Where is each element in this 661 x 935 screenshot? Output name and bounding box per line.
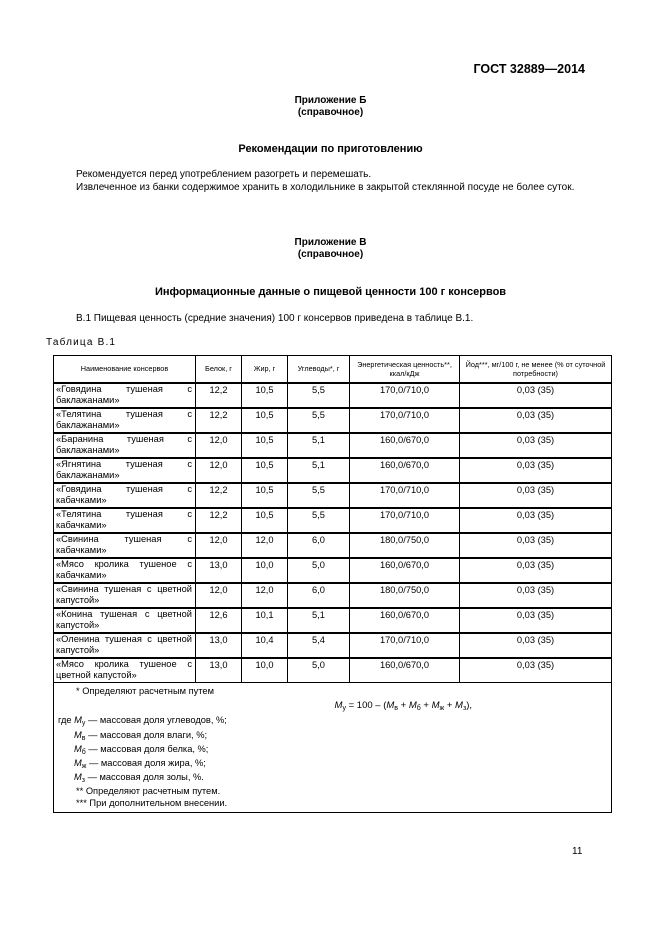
cell-energy: 170,0/710,0 (350, 483, 460, 508)
cell-fat: 10,5 (242, 458, 288, 483)
definition-text: — массовая доля жира, %; (89, 758, 206, 769)
cell-iodine: 0,03 (35) (460, 558, 612, 583)
cell-carbs: 5,5 (288, 383, 350, 408)
table-notes-row (54, 683, 612, 813)
definition-text: — массовая доля золы, %. (87, 772, 204, 783)
cell-iodine: 0,03 (35) (460, 408, 612, 433)
cell-carbs: 6,0 (288, 583, 350, 608)
cell-name: «Говядина тушеная с баклажанами» (54, 383, 196, 408)
cell-protein: 12,0 (196, 533, 242, 558)
appendix-v-subtitle: (справочное) (297, 249, 364, 260)
cell-fat: 10,1 (242, 608, 288, 633)
cell-carbs: 5,5 (288, 483, 350, 508)
table-row (54, 408, 612, 433)
cell-protein: 13,0 (196, 633, 242, 658)
appendix-b-heading: Рекомендации по приготовлению (238, 143, 423, 155)
where-prefix: где (58, 715, 72, 726)
definition-line (58, 758, 607, 772)
cell-name: «Оленина тушеная с цветной капустой» (54, 633, 196, 658)
table-row (54, 483, 612, 508)
cell-protein: 12,0 (196, 458, 242, 483)
paragraph: Рекомендуется перед употреблением разогреть и перемешать. (76, 169, 372, 180)
table-row (54, 533, 612, 558)
standard-id: ГОСТ 32889—2014 (473, 62, 585, 76)
cell-iodine: 0,03 (35) (460, 533, 612, 558)
formula: $M_у = 100 - (M_в + M_б + M_ж + M_з)$, (334, 700, 472, 713)
cell-iodine: 0,03 (35) (460, 383, 612, 408)
cell-protein: 12,2 (196, 383, 242, 408)
nutrition-table (53, 355, 612, 813)
symbol-subscript: ж (81, 763, 87, 771)
note-1: * Определяют расчетным путем (76, 686, 214, 696)
column-header: Углеводы*, г (288, 356, 350, 384)
definition-text: — массовая доля углеводов, %; (88, 715, 227, 726)
definition-line (58, 744, 607, 758)
definition-text: — массовая доля белка, %; (88, 743, 209, 754)
symbol-subscript: з (81, 777, 85, 785)
table-intro: В.1 Пищевая ценность (средние значения) 100 г консервов приведена в таблице В.1. (76, 313, 474, 324)
cell-iodine: 0,03 (35) (460, 583, 612, 608)
symbol: M (74, 758, 82, 769)
symbol-subscript: у (81, 720, 86, 728)
table-row (54, 608, 612, 633)
table-row (54, 458, 612, 483)
table-row (54, 583, 612, 608)
cell-fat: 10,5 (242, 483, 288, 508)
symbol-subscript: б (81, 748, 86, 756)
cell-name: «Ягнятина тушеная с баклажанами» (54, 458, 196, 483)
table-header-row (54, 356, 612, 384)
table-row (54, 508, 612, 533)
table-label: Таблица В.1 (46, 337, 117, 348)
cell-carbs: 5,0 (288, 558, 350, 583)
symbol: M (74, 772, 82, 783)
cell-energy: 170,0/710,0 (350, 383, 460, 408)
symbol: M (74, 743, 82, 754)
cell-protein: 13,0 (196, 658, 242, 683)
cell-energy: 160,0/670,0 (350, 458, 460, 483)
cell-energy: 180,0/750,0 (350, 583, 460, 608)
cell-protein: 12,2 (196, 408, 242, 433)
note-3: *** При дополнительном внесении. (76, 797, 228, 808)
cell-name: «Свинина тушеная с кабачками» (54, 533, 196, 558)
cell-fat: 10,5 (242, 508, 288, 533)
cell-fat: 10,5 (242, 408, 288, 433)
cell-energy: 160,0/670,0 (350, 658, 460, 683)
cell-energy: 160,0/670,0 (350, 433, 460, 458)
cell-name: «Телятина тушеная с кабачками» (54, 508, 196, 533)
page-number: 11 (572, 846, 583, 857)
cell-carbs: 5,1 (288, 608, 350, 633)
cell-protein: 12,2 (196, 508, 242, 533)
cell-fat: 12,0 (242, 583, 288, 608)
cell-energy: 160,0/670,0 (350, 608, 460, 633)
cell-carbs: 5,1 (288, 433, 350, 458)
table-row (54, 558, 612, 583)
appendix-b-subtitle: (справочное) (297, 107, 364, 118)
table-row (54, 433, 612, 458)
cell-fat: 10,5 (242, 433, 288, 458)
cell-fat: 12,0 (242, 533, 288, 558)
appendix-v-heading: Информационные данные о пищевой ценности 100 г консервов (154, 286, 507, 298)
column-header: Йод***, мг/100 г, не менее (% от суточной потребности) (460, 356, 612, 384)
column-header: Белок, г (196, 356, 242, 384)
cell-carbs: 6,0 (288, 533, 350, 558)
cell-protein: 12,2 (196, 483, 242, 508)
cell-fat: 10,0 (242, 658, 288, 683)
cell-protein: 12,0 (196, 583, 242, 608)
cell-energy: 170,0/710,0 (350, 633, 460, 658)
cell-energy: 170,0/710,0 (350, 508, 460, 533)
cell-carbs: 5,5 (288, 508, 350, 533)
cell-name: «Мясо кролика тушеное с цветной капустой» (54, 658, 196, 683)
column-header: Энергетическая ценность**, ккал/кДж (350, 356, 460, 384)
cell-iodine: 0,03 (35) (460, 508, 612, 533)
definition-text: — массовая доля влаги, %; (88, 729, 208, 740)
cell-iodine: 0,03 (35) (460, 658, 612, 683)
table-row (54, 633, 612, 658)
symbol: M (74, 729, 82, 740)
table-notes (54, 683, 612, 813)
cell-fat: 10,0 (242, 558, 288, 583)
cell-carbs: 5,0 (288, 658, 350, 683)
symbol-subscript: в (81, 734, 86, 742)
table-row (54, 658, 612, 683)
appendix-b-title: Приложение Б (294, 95, 367, 106)
cell-carbs: 5,5 (288, 408, 350, 433)
cell-iodine: 0,03 (35) (460, 608, 612, 633)
cell-energy: 180,0/750,0 (350, 533, 460, 558)
paragraph: Извлеченное из банки содержимое хранить в холодильнике в закрытой стеклянной посуде не более суток. (76, 182, 575, 193)
cell-fat: 10,4 (242, 633, 288, 658)
cell-protein: 13,0 (196, 558, 242, 583)
definition-line (58, 730, 607, 744)
cell-fat: 10,5 (242, 383, 288, 408)
symbol: M (74, 715, 82, 726)
cell-name: «Свинина тушеная с цветной капустой» (54, 583, 196, 608)
cell-name: «Конина тушеная с цветной капустой» (54, 608, 196, 633)
definition-line (58, 715, 607, 729)
cell-energy: 160,0/670,0 (350, 558, 460, 583)
note-2: ** Определяют расчетным путем. (76, 786, 221, 797)
column-header: Наименование консервов (54, 356, 196, 384)
cell-iodine: 0,03 (35) (460, 433, 612, 458)
table-row (54, 383, 612, 408)
definitions (58, 715, 607, 786)
cell-protein: 12,0 (196, 433, 242, 458)
cell-protein: 12,6 (196, 608, 242, 633)
cell-iodine: 0,03 (35) (460, 483, 612, 508)
column-header: Жир, г (242, 356, 288, 384)
appendix-v-title: Приложение В (294, 237, 367, 248)
cell-carbs: 5,4 (288, 633, 350, 658)
cell-iodine: 0,03 (35) (460, 458, 612, 483)
cell-carbs: 5,1 (288, 458, 350, 483)
definition-line (58, 772, 607, 786)
cell-name: «Баранина тушеная с баклажанами» (54, 433, 196, 458)
cell-energy: 170,0/710,0 (350, 408, 460, 433)
cell-iodine: 0,03 (35) (460, 633, 612, 658)
cell-name: «Телятина тушеная с баклажанами» (54, 408, 196, 433)
cell-name: «Мясо кролика тушеное с кабачками» (54, 558, 196, 583)
cell-name: «Говядина тушеная с кабачками» (54, 483, 196, 508)
